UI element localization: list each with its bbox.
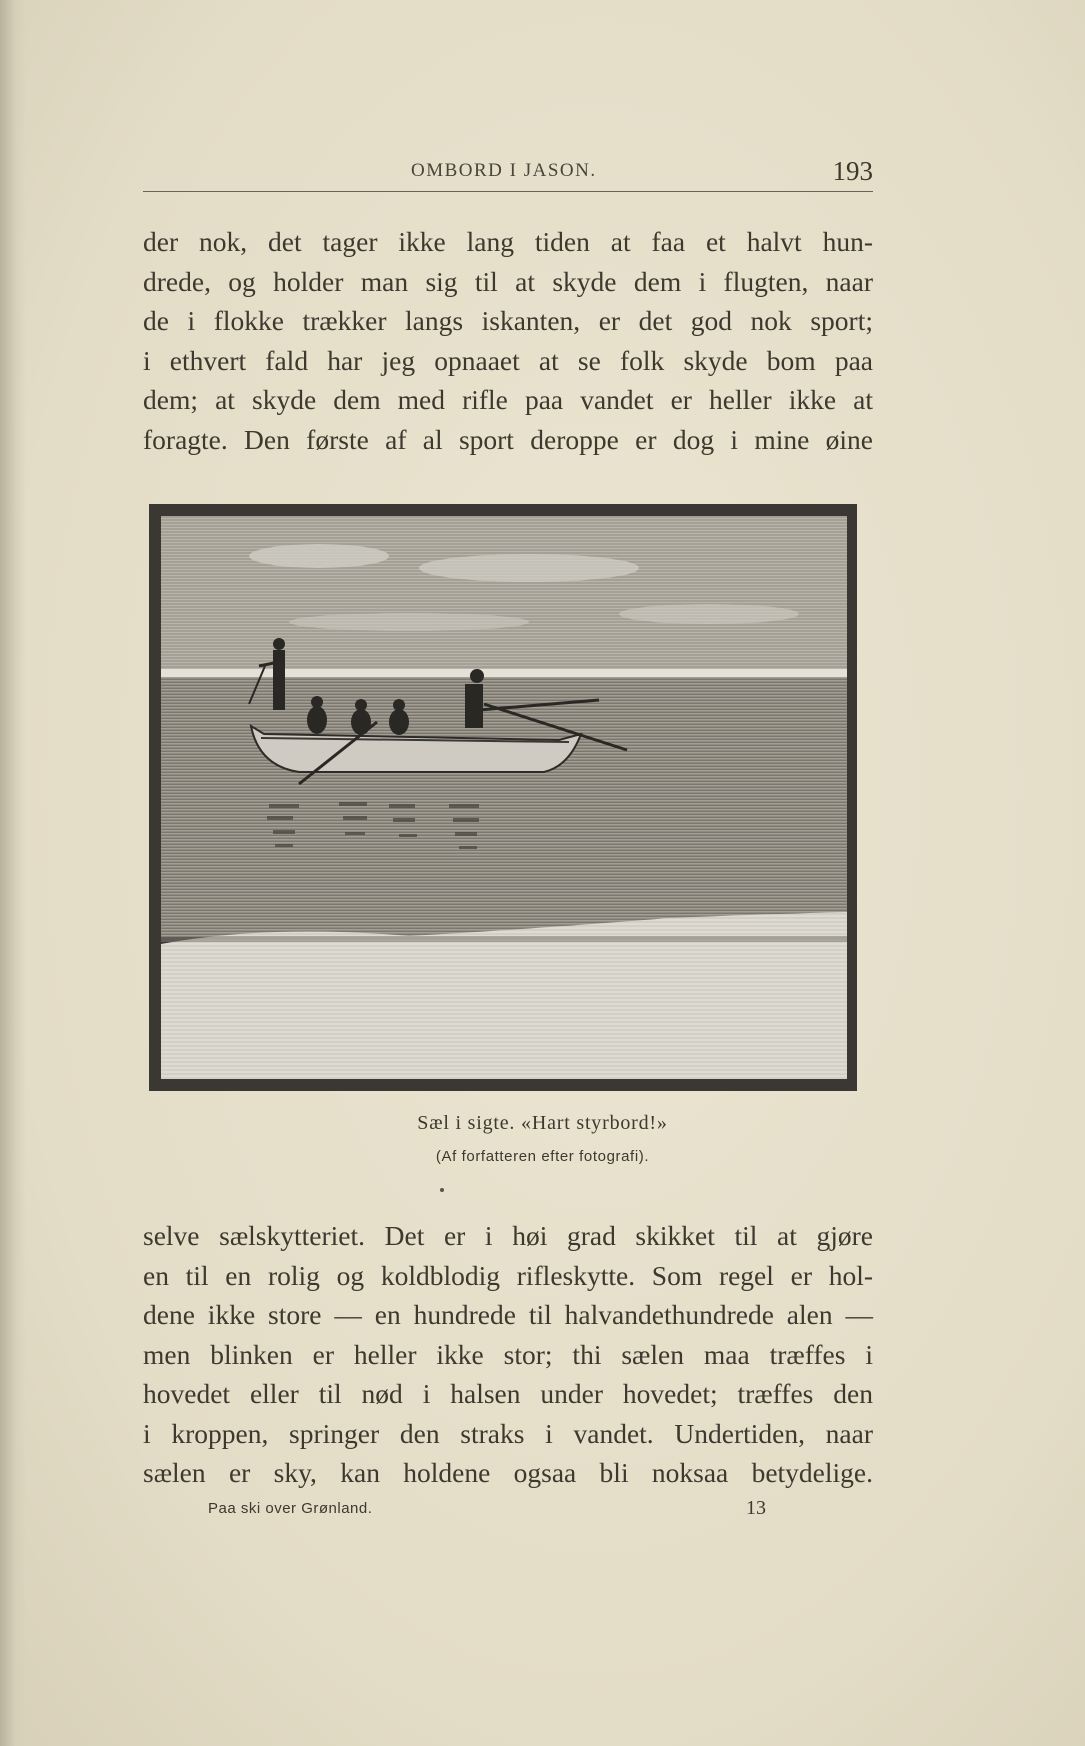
text-line: drede, og holder man sig til at skyde dem i flugten, naar <box>143 265 873 297</box>
page-number: 193 <box>832 156 873 186</box>
text-line: der nok, det tager ikke lang tiden at faa et halvt hun- <box>143 226 873 257</box>
text-line: i kroppen, springer den straks i vandet. Undertiden, naar <box>143 1417 873 1449</box>
text-line: en til en rolig og koldblodig rifleskytte. Som regel er hol- <box>143 1259 873 1291</box>
figure-engraving <box>149 504 857 1091</box>
text-line: dem; at skyde dem med rifle paa vandet er heller ikke at <box>143 384 873 415</box>
text-line: de i flokke trækker langs iskanten, er det god nok sport; <box>143 305 873 336</box>
text-line: sælen er sky, kan holdene ogsaa bli noksaa betydelige. <box>143 1457 873 1488</box>
sea <box>161 677 847 937</box>
text-line: i ethvert fald har jeg opnaaet at se folk skyde bom paa <box>143 344 873 376</box>
figure-credit: (Af forfatteren efter fotografi). <box>435 1148 650 1165</box>
text-line: selve sælskytteriet. Det er i høi grad skikket til at gjøre <box>143 1220 873 1251</box>
page-header <box>143 156 873 196</box>
paragraph-top <box>143 222 873 459</box>
running-title: OMBORD I JASON. <box>411 160 597 181</box>
signature-number: 13 <box>746 1497 766 1519</box>
signature-title: Paa ski over Grønland. <box>208 1500 373 1517</box>
figure-caption: Sæl i sigte. «Hart styrbord!» <box>417 1112 668 1134</box>
spine-shadow <box>0 0 26 1746</box>
header-rule <box>143 191 873 192</box>
sky <box>161 516 847 676</box>
boat-hunting-illustration <box>149 504 857 1091</box>
text-line: men blinken er heller ikke stor; thi sælen maa træffes i <box>143 1338 873 1370</box>
text-line: hovedet eller til nød i halsen under hovedet; træffes den <box>143 1378 873 1409</box>
print-speck <box>440 1188 444 1192</box>
text-line: dene ikke store — en hundrede til halvandethundrede alen — <box>143 1299 873 1330</box>
paragraph-bottom <box>143 1216 873 1493</box>
text-line: foragte. Den første af al sport deroppe er dog i mine øine <box>143 423 873 455</box>
